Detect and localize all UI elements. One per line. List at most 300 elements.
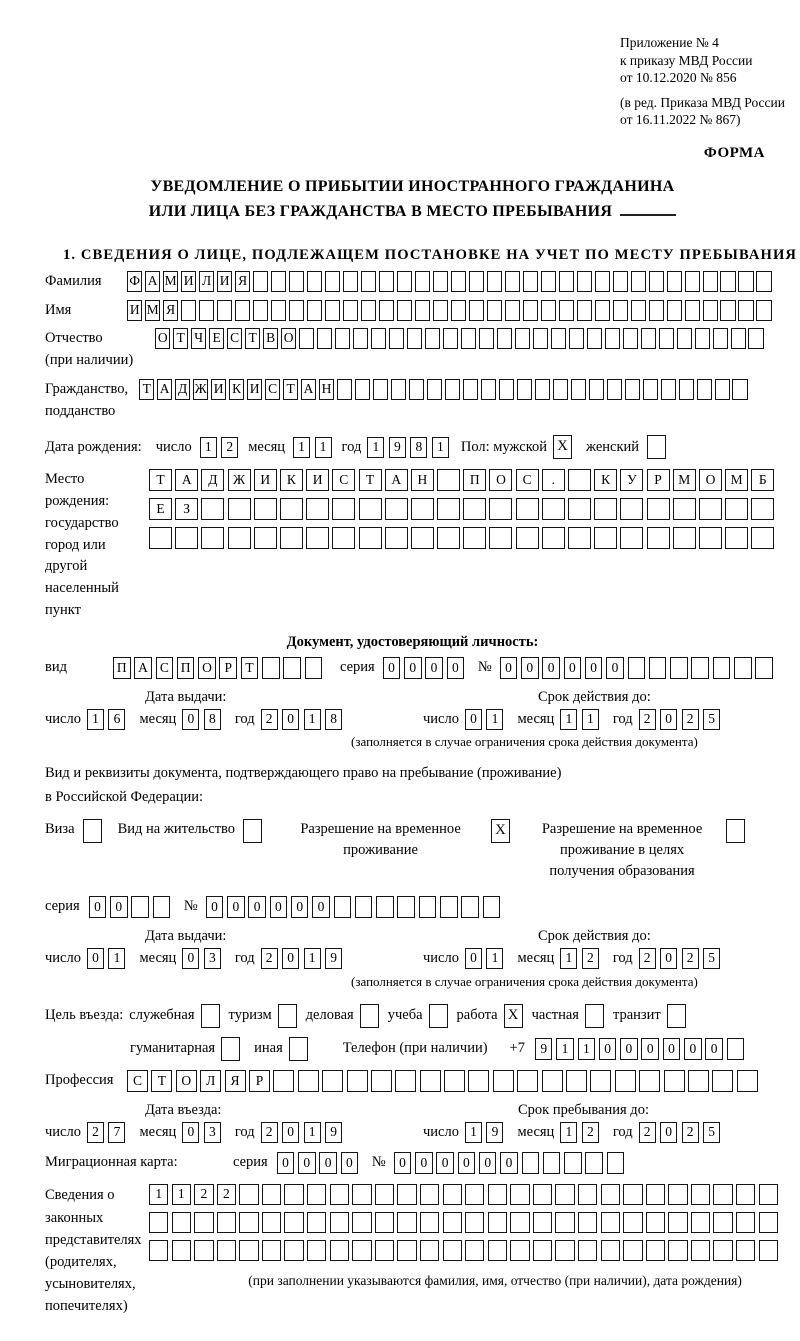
char-cell[interactable]: 2 [639,709,656,730]
char-cell[interactable] [443,328,458,349]
char-cell[interactable]: А [175,469,198,491]
char-cell[interactable] [420,1212,439,1233]
char-cell[interactable] [217,300,232,321]
char-cell[interactable] [194,1212,213,1233]
char-cell[interactable]: 0 [291,896,309,918]
char-cell[interactable]: Т [173,328,188,349]
char-cell[interactable] [571,379,586,400]
char-cell[interactable] [646,1212,665,1233]
char-cell[interactable]: С [227,328,242,349]
char-cell[interactable]: 0 [415,1152,433,1174]
char-cell[interactable] [427,379,442,400]
char-cell[interactable]: 0 [270,896,288,918]
stay-issue-month-cells[interactable] [182,948,221,969]
char-cell[interactable] [691,1184,710,1205]
name-cells[interactable] [127,300,774,321]
char-cell[interactable] [620,527,643,549]
char-cell[interactable] [415,271,430,292]
char-cell[interactable]: Д [201,469,224,491]
char-cell[interactable] [613,271,628,292]
char-cell[interactable]: 9 [325,1122,342,1143]
char-cell[interactable] [487,300,502,321]
char-cell[interactable] [505,300,520,321]
char-cell[interactable] [516,498,539,520]
char-cell[interactable] [397,1212,416,1233]
char-cell[interactable] [149,527,172,549]
char-cell[interactable] [738,300,753,321]
char-cell[interactable] [361,300,376,321]
stay-issue-day-cells[interactable] [87,948,126,969]
char-cell[interactable] [239,1240,258,1261]
char-cell[interactable] [469,300,484,321]
char-cell[interactable]: 2 [194,1184,213,1205]
char-cell[interactable] [307,1240,326,1261]
char-cell[interactable]: 2 [639,1122,656,1143]
char-cell[interactable]: 8 [410,437,427,458]
char-cell[interactable]: Р [219,657,237,679]
char-cell[interactable] [360,1004,379,1028]
char-cell[interactable] [172,1212,191,1233]
char-cell[interactable] [731,328,746,349]
char-cell[interactable] [352,1240,371,1261]
char-cell[interactable]: 1 [560,1122,577,1143]
char-cell[interactable] [542,527,565,549]
char-cell[interactable] [623,1184,642,1205]
char-cell[interactable] [725,527,748,549]
char-cell[interactable] [607,379,622,400]
char-cell[interactable]: 9 [535,1038,553,1060]
char-cell[interactable] [594,498,617,520]
char-cell[interactable] [542,498,565,520]
char-cell[interactable] [299,328,314,349]
char-cell[interactable]: X [504,1004,523,1028]
char-cell[interactable] [673,527,696,549]
char-cell[interactable]: Т [283,379,298,400]
char-cell[interactable] [254,527,277,549]
char-cell[interactable] [533,1212,552,1233]
char-cell[interactable] [541,300,556,321]
char-cell[interactable] [289,1037,308,1061]
char-cell[interactable] [468,1070,489,1092]
char-cell[interactable] [732,379,747,400]
char-cell[interactable] [497,328,512,349]
char-cell[interactable] [298,1070,319,1092]
study-checkbox[interactable] [429,1004,448,1028]
char-cell[interactable] [465,1240,484,1261]
residence-permit-checkbox[interactable] [243,819,262,843]
char-cell[interactable]: 0 [641,1038,659,1060]
char-cell[interactable] [461,896,479,918]
char-cell[interactable] [239,1184,258,1205]
char-cell[interactable]: 0 [182,709,199,730]
char-cell[interactable]: 0 [585,657,603,679]
char-cell[interactable] [307,271,322,292]
char-cell[interactable]: Р [249,1070,270,1092]
char-cell[interactable] [437,527,460,549]
char-cell[interactable] [322,1070,343,1092]
char-cell[interactable] [228,498,251,520]
char-cell[interactable] [533,1184,552,1205]
char-cell[interactable]: О [155,328,170,349]
char-cell[interactable] [217,1212,236,1233]
char-cell[interactable] [337,379,352,400]
char-cell[interactable] [670,657,688,679]
char-cell[interactable] [564,1152,582,1174]
char-cell[interactable] [429,1004,448,1028]
char-cell[interactable] [371,1070,392,1092]
char-cell[interactable] [307,1184,326,1205]
char-cell[interactable] [713,1184,732,1205]
char-cell[interactable] [569,328,584,349]
char-cell[interactable] [585,1152,603,1174]
char-cell[interactable]: 0 [465,709,482,730]
char-cell[interactable] [262,1184,281,1205]
char-cell[interactable] [713,1240,732,1261]
entry-day-cells[interactable] [87,1122,126,1143]
char-cell[interactable] [713,657,731,679]
char-cell[interactable] [756,271,771,292]
char-cell[interactable] [283,657,301,679]
char-cell[interactable] [515,328,530,349]
char-cell[interactable]: Л [200,1070,221,1092]
private-checkbox[interactable] [585,1004,604,1028]
char-cell[interactable]: 0 [606,657,624,679]
char-cell[interactable] [649,300,664,321]
char-cell[interactable] [737,1070,758,1092]
char-cell[interactable] [647,498,670,520]
stay-until-year-cells[interactable] [639,1122,721,1143]
char-cell[interactable] [420,1184,439,1205]
char-cell[interactable]: 9 [486,1122,503,1143]
char-cell[interactable] [284,1212,303,1233]
char-cell[interactable] [601,1240,620,1261]
char-cell[interactable] [493,1070,514,1092]
char-cell[interactable] [347,1070,368,1092]
char-cell[interactable] [280,527,303,549]
char-cell[interactable]: 5 [703,1122,720,1143]
char-cell[interactable]: Я [235,271,250,292]
char-cell[interactable] [221,1037,240,1061]
char-cell[interactable] [555,1212,574,1233]
char-cell[interactable]: С [332,469,355,491]
profession-cells[interactable] [127,1070,761,1092]
entry-month-cells[interactable] [182,1122,221,1143]
char-cell[interactable] [736,1212,755,1233]
char-cell[interactable]: 0 [465,948,482,969]
stay-doc-number-cells[interactable] [206,896,504,918]
char-cell[interactable]: Р [647,469,670,491]
char-cell[interactable] [590,1070,611,1092]
char-cell[interactable] [578,1240,597,1261]
char-cell[interactable]: А [385,469,408,491]
business-checkbox[interactable] [360,1004,379,1028]
char-cell[interactable] [149,1240,168,1261]
char-cell[interactable] [437,469,460,491]
char-cell[interactable]: С [516,469,539,491]
char-cell[interactable]: М [145,300,160,321]
char-cell[interactable] [643,379,658,400]
char-cell[interactable] [201,498,224,520]
char-cell[interactable]: 9 [389,437,406,458]
char-cell[interactable] [756,300,771,321]
temp-residence-education-checkbox[interactable] [726,819,745,843]
char-cell[interactable] [479,328,494,349]
char-cell[interactable]: 0 [425,657,443,679]
char-cell[interactable]: З [175,498,198,520]
char-cell[interactable] [595,300,610,321]
char-cell[interactable] [228,527,251,549]
char-cell[interactable] [463,379,478,400]
char-cell[interactable] [376,896,394,918]
humanitarian-checkbox[interactable] [221,1037,240,1061]
char-cell[interactable] [481,379,496,400]
char-cell[interactable]: М [725,469,748,491]
char-cell[interactable] [373,379,388,400]
char-cell[interactable]: 0 [227,896,245,918]
char-cell[interactable] [463,527,486,549]
char-cell[interactable]: 1 [465,1122,482,1143]
char-cell[interactable]: Ф [127,271,142,292]
char-cell[interactable]: . [542,469,565,491]
char-cell[interactable] [517,1070,538,1092]
char-cell[interactable] [605,328,620,349]
id-issue-year-cells[interactable] [261,709,343,730]
char-cell[interactable] [625,379,640,400]
char-cell[interactable]: 1 [108,948,125,969]
char-cell[interactable]: X [491,819,510,843]
char-cell[interactable]: Я [225,1070,246,1092]
char-cell[interactable] [542,1070,563,1092]
char-cell[interactable] [697,379,712,400]
char-cell[interactable] [465,1184,484,1205]
work-checkbox[interactable] [504,1004,523,1028]
char-cell[interactable] [444,1070,465,1092]
char-cell[interactable]: П [177,657,195,679]
char-cell[interactable]: 0 [564,657,582,679]
char-cell[interactable]: 8 [204,709,221,730]
char-cell[interactable] [751,527,774,549]
stay-doc-series-cells[interactable] [89,896,174,918]
char-cell[interactable]: А [301,379,316,400]
char-cell[interactable]: 0 [404,657,422,679]
char-cell[interactable] [543,1152,561,1174]
char-cell[interactable] [451,271,466,292]
char-cell[interactable] [535,379,550,400]
char-cell[interactable] [361,271,376,292]
char-cell[interactable]: 1 [293,437,310,458]
char-cell[interactable]: 0 [110,896,128,918]
id-expiry-day-cells[interactable] [465,709,504,730]
char-cell[interactable]: И [306,469,329,491]
char-cell[interactable]: 3 [204,948,221,969]
char-cell[interactable] [510,1184,529,1205]
char-cell[interactable] [533,328,548,349]
char-cell[interactable]: 1 [560,709,577,730]
char-cell[interactable] [595,271,610,292]
char-cell[interactable]: 2 [261,709,278,730]
char-cell[interactable] [262,1212,281,1233]
char-cell[interactable] [411,527,434,549]
char-cell[interactable]: 0 [542,657,560,679]
char-cell[interactable] [649,657,667,679]
char-cell[interactable]: К [594,469,617,491]
char-cell[interactable]: X [553,435,572,459]
char-cell[interactable] [489,527,512,549]
char-cell[interactable]: Б [751,469,774,491]
char-cell[interactable] [594,527,617,549]
char-cell[interactable] [577,271,592,292]
char-cell[interactable] [499,379,514,400]
char-cell[interactable]: 1 [172,1184,191,1205]
char-cell[interactable] [433,300,448,321]
transit-checkbox[interactable] [667,1004,686,1028]
char-cell[interactable] [568,527,591,549]
char-cell[interactable] [623,1212,642,1233]
char-cell[interactable]: 2 [217,1184,236,1205]
char-cell[interactable] [587,328,602,349]
char-cell[interactable]: И [254,469,277,491]
char-cell[interactable]: 0 [298,1152,316,1174]
char-cell[interactable] [330,1184,349,1205]
other-checkbox[interactable] [289,1037,308,1061]
char-cell[interactable] [748,328,763,349]
char-cell[interactable]: 1 [304,948,321,969]
char-cell[interactable]: О [176,1070,197,1092]
char-cell[interactable] [607,1152,625,1174]
char-cell[interactable] [172,1240,191,1261]
char-cell[interactable] [488,1184,507,1205]
char-cell[interactable]: 1 [578,1038,596,1060]
char-cell[interactable] [395,1070,416,1092]
char-cell[interactable]: 0 [312,896,330,918]
id-doc-series-cells[interactable] [383,657,468,679]
char-cell[interactable]: Т [151,1070,172,1092]
char-cell[interactable] [713,1212,732,1233]
stay-expiry-month-cells[interactable] [560,948,599,969]
char-cell[interactable]: К [229,379,244,400]
char-cell[interactable] [668,1212,687,1233]
char-cell[interactable] [284,1184,303,1205]
char-cell[interactable] [254,498,277,520]
char-cell[interactable] [713,328,728,349]
char-cell[interactable] [601,1184,620,1205]
char-cell[interactable]: Т [359,469,382,491]
char-cell[interactable]: 0 [282,948,299,969]
char-cell[interactable] [668,1184,687,1205]
char-cell[interactable]: 2 [682,709,699,730]
id-doc-kind-cells[interactable] [113,657,326,679]
char-cell[interactable] [355,379,370,400]
char-cell[interactable] [703,271,718,292]
char-cell[interactable] [522,1152,540,1174]
char-cell[interactable] [555,1184,574,1205]
char-cell[interactable]: 1 [486,709,503,730]
char-cell[interactable] [415,300,430,321]
char-cell[interactable]: 2 [639,948,656,969]
char-cell[interactable] [379,300,394,321]
char-cell[interactable] [325,300,340,321]
char-cell[interactable] [720,300,735,321]
char-cell[interactable] [631,271,646,292]
char-cell[interactable] [516,527,539,549]
char-cell[interactable] [703,300,718,321]
char-cell[interactable]: 1 [367,437,384,458]
char-cell[interactable] [578,1184,597,1205]
char-cell[interactable] [541,271,556,292]
char-cell[interactable] [510,1212,529,1233]
char-cell[interactable] [667,300,682,321]
char-cell[interactable] [523,300,538,321]
birthplace-cells-row2[interactable] [149,498,778,520]
char-cell[interactable]: У [620,469,643,491]
id-doc-number-cells[interactable] [500,657,777,679]
char-cell[interactable]: Д [175,379,190,400]
char-cell[interactable]: Т [241,657,259,679]
char-cell[interactable] [335,328,350,349]
char-cell[interactable] [641,328,656,349]
sex-male-checkbox[interactable] [553,435,572,459]
tourism-checkbox[interactable] [278,1004,297,1028]
char-cell[interactable]: 2 [582,1122,599,1143]
char-cell[interactable]: 1 [200,437,217,458]
char-cell[interactable]: О [699,469,722,491]
char-cell[interactable] [685,300,700,321]
char-cell[interactable] [253,271,268,292]
char-cell[interactable] [510,1240,529,1261]
char-cell[interactable]: 2 [582,948,599,969]
char-cell[interactable]: 0 [620,1038,638,1060]
char-cell[interactable] [306,498,329,520]
char-cell[interactable] [332,498,355,520]
char-cell[interactable]: 0 [282,709,299,730]
char-cell[interactable]: С [265,379,280,400]
char-cell[interactable]: Е [149,498,172,520]
char-cell[interactable]: 7 [108,1122,125,1143]
char-cell[interactable] [420,1070,441,1092]
char-cell[interactable] [566,1070,587,1092]
char-cell[interactable] [289,271,304,292]
char-cell[interactable] [201,527,224,549]
char-cell[interactable] [273,1070,294,1092]
char-cell[interactable] [371,328,386,349]
char-cell[interactable] [623,328,638,349]
char-cell[interactable] [375,1212,394,1233]
char-cell[interactable] [330,1212,349,1233]
char-cell[interactable]: А [157,379,172,400]
char-cell[interactable]: 0 [87,948,104,969]
stay-issue-year-cells[interactable] [261,948,343,969]
char-cell[interactable]: 0 [705,1038,723,1060]
char-cell[interactable] [555,1240,574,1261]
char-cell[interactable]: Т [245,328,260,349]
char-cell[interactable]: Ж [193,379,208,400]
char-cell[interactable]: П [113,657,131,679]
char-cell[interactable]: 5 [703,709,720,730]
id-expiry-month-cells[interactable] [560,709,599,730]
char-cell[interactable] [759,1212,778,1233]
char-cell[interactable] [235,300,250,321]
char-cell[interactable] [375,1240,394,1261]
char-cell[interactable] [379,271,394,292]
char-cell[interactable] [685,271,700,292]
char-cell[interactable] [736,1240,755,1261]
char-cell[interactable] [305,657,323,679]
char-cell[interactable] [375,1184,394,1205]
char-cell[interactable]: 0 [500,1152,518,1174]
char-cell[interactable] [691,657,709,679]
char-cell[interactable]: 0 [394,1152,412,1174]
char-cell[interactable] [425,328,440,349]
